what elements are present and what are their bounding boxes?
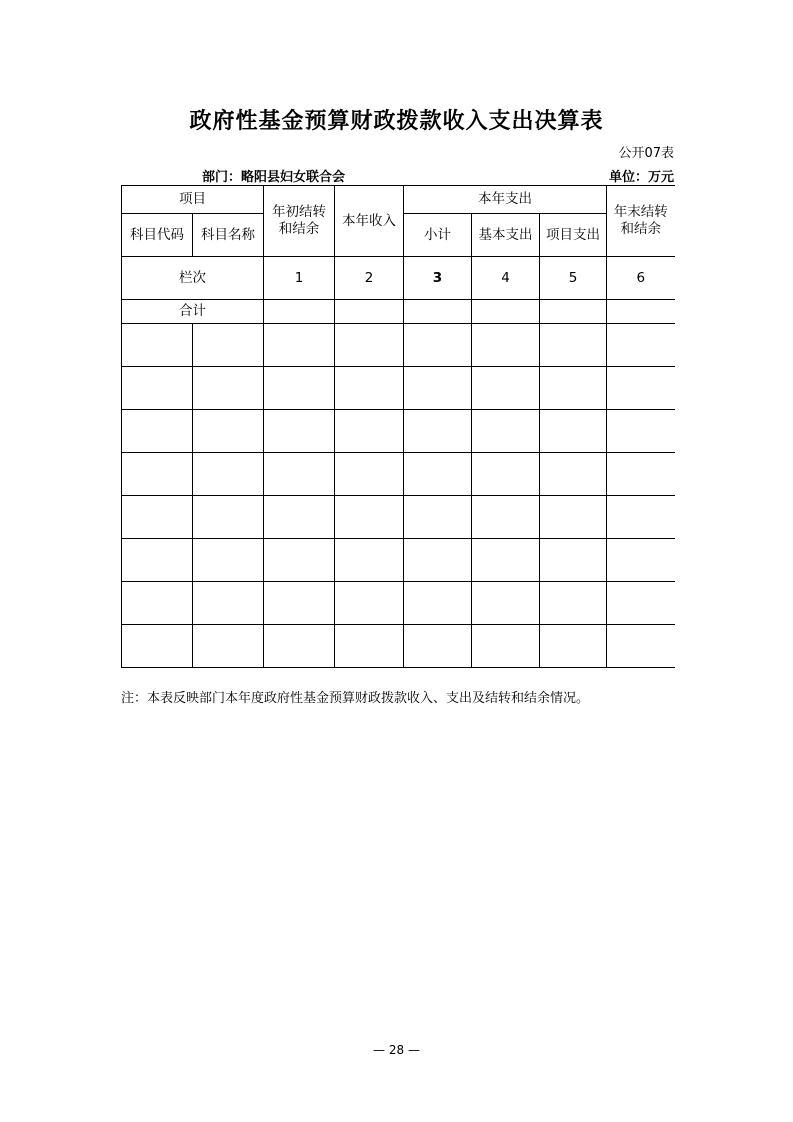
table-cell [264, 410, 335, 453]
table-cell [264, 582, 335, 625]
table-cell [540, 453, 607, 496]
header-subject-code: 科目代码 [122, 214, 193, 257]
unit-label: 单位：万元 [608, 170, 674, 185]
table-cell [193, 625, 264, 668]
table-row [122, 367, 675, 410]
table-cell [335, 625, 404, 668]
table-cell [472, 453, 540, 496]
table-cell [404, 324, 472, 367]
header-basic-expense: 基本支出 [472, 214, 540, 257]
table-cell [335, 367, 404, 410]
table-cell [607, 453, 675, 496]
header-opening-balance-text: 年初结转和结余 [272, 204, 326, 237]
column-number: 6 [607, 257, 675, 300]
table-cell [404, 410, 472, 453]
column-index-row [122, 257, 675, 300]
page-title: 政府性基金预算财政拨款收入支出决算表 [189, 109, 604, 134]
footnote: 注：本表反映部门本年度政府性基金预算财政拨款收入、支出及结转和结余情况。 [121, 691, 590, 706]
department-label: 部门：略阳县妇女联合会 [202, 170, 346, 185]
table-cell [264, 367, 335, 410]
header-closing-balance-text: 年末结转和结余 [613, 204, 668, 237]
table-cell [193, 324, 264, 367]
table-cell [335, 496, 404, 539]
table-cell [607, 324, 675, 367]
table-cell [607, 367, 675, 410]
table-cell [472, 625, 540, 668]
table-cell [122, 625, 193, 668]
table-cell [472, 539, 540, 582]
table-cell [607, 539, 675, 582]
column-index-label: 栏次 [122, 257, 264, 300]
header-closing-balance [607, 186, 675, 257]
table-cell [540, 625, 607, 668]
column-number: 4 [472, 257, 540, 300]
table-cell [122, 582, 193, 625]
table-cell [193, 453, 264, 496]
table-cell [193, 582, 264, 625]
page-number: — 28 — [373, 1043, 420, 1057]
table-cell [404, 453, 472, 496]
table-cell [122, 539, 193, 582]
table-cell [404, 539, 472, 582]
table-cell [193, 539, 264, 582]
column-number: 5 [540, 257, 607, 300]
table-row [122, 410, 675, 453]
table-cell [193, 367, 264, 410]
table-cell [404, 367, 472, 410]
table-row [122, 582, 675, 625]
header-opening-balance [264, 186, 335, 257]
header-current-expense: 本年支出 [404, 186, 607, 214]
table-cell [404, 300, 472, 324]
table-cell [540, 410, 607, 453]
table-cell [335, 453, 404, 496]
table-cell [193, 410, 264, 453]
total-row [122, 300, 675, 324]
table-cell [472, 300, 540, 324]
table-cell [404, 582, 472, 625]
table-cell [264, 625, 335, 668]
table-cell [335, 324, 404, 367]
total-label: 合计 [122, 300, 264, 324]
column-number: 1 [264, 257, 335, 300]
form-code: 公开07表 [618, 146, 674, 161]
column-number: 2 [335, 257, 404, 300]
table-cell [122, 367, 193, 410]
table-cell [193, 496, 264, 539]
table-cell [122, 324, 193, 367]
table-cell [607, 410, 675, 453]
table-cell [472, 410, 540, 453]
table-cell [540, 539, 607, 582]
table-cell [264, 324, 335, 367]
table-cell [540, 324, 607, 367]
table-cell [335, 410, 404, 453]
table-cell [264, 300, 335, 324]
header-current-income: 本年收入 [335, 186, 404, 257]
header-item: 项目 [122, 186, 264, 214]
table-cell [472, 496, 540, 539]
table-cell [607, 625, 675, 668]
table-cell [335, 300, 404, 324]
table-cell [607, 300, 675, 324]
table-cell [122, 496, 193, 539]
table-cell [472, 367, 540, 410]
table-cell [540, 582, 607, 625]
table-cell [122, 453, 193, 496]
table-row [122, 453, 675, 496]
column-number: 3 [404, 257, 472, 300]
table-cell [540, 367, 607, 410]
table-cell [404, 625, 472, 668]
table-cell [472, 582, 540, 625]
table-cell [472, 324, 540, 367]
table-cell [264, 453, 335, 496]
table-cell [122, 410, 193, 453]
table-cell [540, 300, 607, 324]
table-cell [335, 582, 404, 625]
table-row [122, 625, 675, 668]
table-row [122, 539, 675, 582]
table-cell [264, 539, 335, 582]
budget-table [121, 185, 675, 668]
header-subject-name: 科目名称 [193, 214, 264, 257]
table-cell [335, 539, 404, 582]
header-project-expense: 项目支出 [540, 214, 607, 257]
header-subtotal: 小计 [404, 214, 472, 257]
table-cell [607, 582, 675, 625]
table-cell [540, 496, 607, 539]
table-cell [264, 496, 335, 539]
table-row [122, 496, 675, 539]
table-cell [607, 496, 675, 539]
table-row [122, 324, 675, 367]
table-cell [404, 496, 472, 539]
